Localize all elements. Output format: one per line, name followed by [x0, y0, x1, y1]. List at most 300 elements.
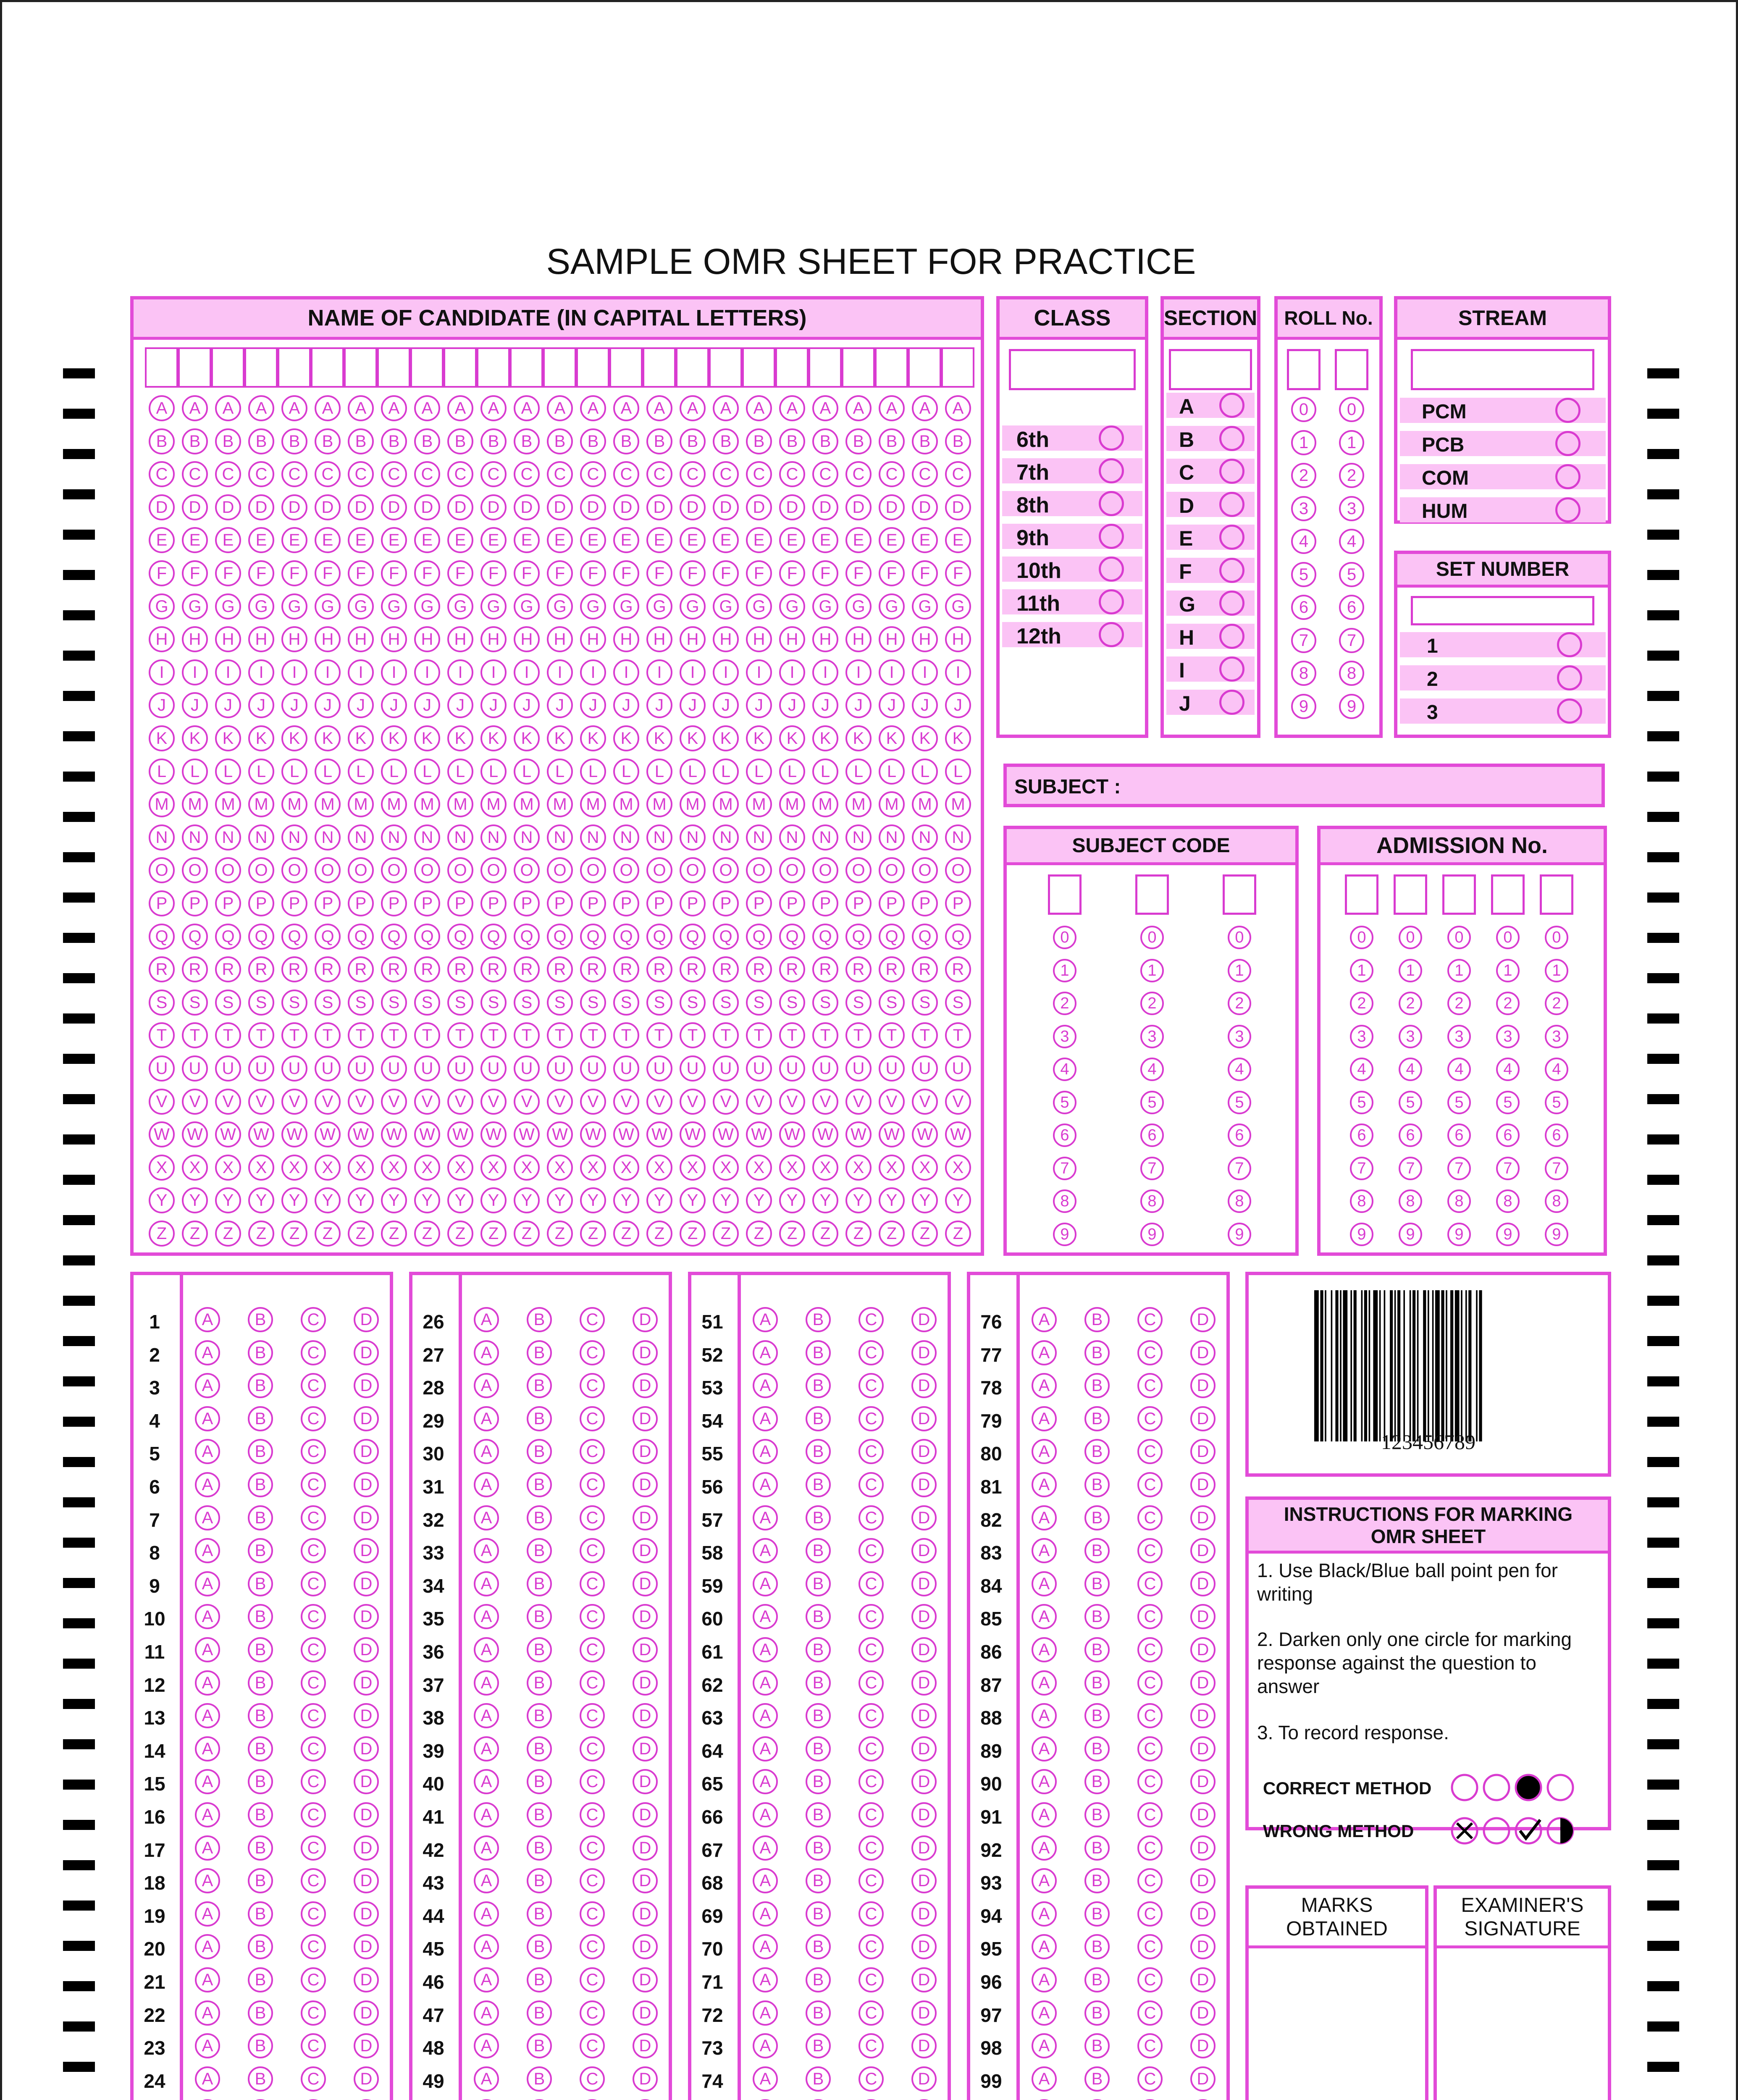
- roll-digit-bubble[interactable]: 7: [1339, 628, 1364, 653]
- section-option-bubble[interactable]: [1219, 393, 1244, 418]
- answer-bubble[interactable]: D: [1190, 1670, 1216, 1696]
- name-bubble[interactable]: J: [480, 692, 507, 718]
- answer-bubble[interactable]: A: [1032, 2000, 1057, 2026]
- name-bubble[interactable]: Q: [215, 924, 241, 950]
- name-letter-box[interactable]: [543, 347, 576, 388]
- name-bubble[interactable]: T: [480, 1022, 507, 1048]
- name-bubble[interactable]: R: [912, 956, 938, 982]
- name-bubble[interactable]: C: [779, 461, 805, 487]
- answer-bubble[interactable]: A: [195, 1736, 220, 1761]
- name-bubble[interactable]: H: [746, 626, 772, 652]
- name-bubble[interactable]: E: [746, 527, 772, 553]
- name-bubble[interactable]: W: [746, 1121, 772, 1147]
- answer-bubble[interactable]: D: [1190, 1373, 1216, 1398]
- answer-bubble[interactable]: A: [1032, 2033, 1057, 2058]
- answer-bubble[interactable]: B: [527, 1769, 552, 1794]
- name-bubble[interactable]: C: [414, 461, 440, 487]
- answer-bubble[interactable]: D: [354, 1901, 379, 1927]
- name-bubble[interactable]: N: [447, 824, 473, 850]
- name-bubble[interactable]: I: [315, 659, 341, 685]
- name-bubble[interactable]: O: [149, 857, 175, 883]
- answer-bubble[interactable]: B: [806, 1340, 831, 1365]
- name-bubble[interactable]: U: [149, 1055, 175, 1082]
- name-bubble[interactable]: J: [215, 692, 241, 718]
- name-bubble[interactable]: P: [580, 890, 606, 916]
- answer-bubble[interactable]: A: [474, 1373, 499, 1398]
- name-bubble[interactable]: P: [812, 890, 838, 916]
- name-bubble[interactable]: X: [315, 1155, 341, 1181]
- name-bubble[interactable]: K: [613, 725, 639, 751]
- answer-bubble[interactable]: D: [354, 1703, 379, 1728]
- class-option-bubble[interactable]: [1099, 491, 1124, 516]
- name-bubble[interactable]: P: [746, 890, 772, 916]
- set-number-write-box[interactable]: [1411, 596, 1594, 625]
- name-bubble[interactable]: S: [149, 990, 175, 1016]
- name-bubble[interactable]: Q: [514, 924, 540, 950]
- name-bubble[interactable]: M: [381, 791, 407, 817]
- answer-bubble[interactable]: A: [1032, 1934, 1057, 1959]
- name-bubble[interactable]: V: [746, 1089, 772, 1115]
- name-bubble[interactable]: Z: [613, 1221, 639, 1247]
- name-bubble[interactable]: V: [713, 1089, 739, 1115]
- subject-code-bubble[interactable]: 5: [1053, 1091, 1076, 1114]
- name-bubble[interactable]: T: [912, 1022, 938, 1048]
- name-bubble[interactable]: E: [248, 527, 274, 553]
- name-bubble[interactable]: Y: [547, 1187, 573, 1213]
- name-bubble[interactable]: P: [149, 890, 175, 916]
- name-bubble[interactable]: F: [912, 560, 938, 586]
- name-bubble[interactable]: F: [182, 560, 208, 586]
- name-bubble[interactable]: B: [182, 428, 208, 454]
- answer-bubble[interactable]: B: [1084, 1802, 1110, 1827]
- name-letter-box[interactable]: [311, 347, 344, 388]
- name-bubble[interactable]: N: [945, 824, 971, 850]
- name-bubble[interactable]: S: [315, 990, 341, 1016]
- answer-bubble[interactable]: D: [1190, 1736, 1216, 1761]
- answer-bubble[interactable]: D: [911, 1901, 937, 1927]
- name-bubble[interactable]: Y: [414, 1187, 440, 1213]
- name-bubble[interactable]: J: [879, 692, 905, 718]
- answer-bubble[interactable]: A: [1032, 1472, 1057, 1497]
- name-bubble[interactable]: Z: [514, 1221, 540, 1247]
- answer-bubble[interactable]: D: [911, 1604, 937, 1629]
- name-bubble[interactable]: V: [912, 1089, 938, 1115]
- answer-bubble[interactable]: C: [301, 1604, 326, 1629]
- answer-bubble[interactable]: B: [806, 1472, 831, 1497]
- name-bubble[interactable]: T: [315, 1022, 341, 1048]
- answer-bubble[interactable]: B: [248, 1736, 273, 1761]
- answer-bubble[interactable]: D: [354, 1670, 379, 1696]
- answer-bubble[interactable]: C: [580, 1835, 605, 1861]
- answer-bubble[interactable]: A: [753, 1307, 778, 1332]
- admission-bubble[interactable]: 3: [1545, 1025, 1568, 1048]
- answer-bubble[interactable]: A: [753, 1472, 778, 1497]
- answer-bubble[interactable]: A: [753, 1868, 778, 1893]
- answer-bubble[interactable]: A: [474, 1934, 499, 1959]
- subject-code-bubble[interactable]: 8: [1053, 1189, 1076, 1213]
- answer-bubble[interactable]: D: [354, 1472, 379, 1497]
- answer-bubble[interactable]: C: [580, 1670, 605, 1696]
- name-bubble[interactable]: H: [447, 626, 473, 652]
- name-bubble[interactable]: A: [281, 395, 307, 421]
- name-bubble[interactable]: C: [281, 461, 307, 487]
- answer-bubble[interactable]: C: [580, 1604, 605, 1629]
- answer-bubble[interactable]: B: [806, 1538, 831, 1563]
- name-bubble[interactable]: G: [945, 593, 971, 620]
- answer-bubble[interactable]: A: [1032, 1670, 1057, 1696]
- admission-bubble[interactable]: 3: [1399, 1025, 1422, 1048]
- name-bubble[interactable]: C: [613, 461, 639, 487]
- answer-bubble[interactable]: B: [527, 1736, 552, 1761]
- name-bubble[interactable]: Y: [215, 1187, 241, 1213]
- admission-bubble[interactable]: 3: [1350, 1025, 1373, 1048]
- answer-bubble[interactable]: A: [1032, 1538, 1057, 1563]
- subject-code-bubble[interactable]: 9: [1140, 1223, 1164, 1246]
- name-bubble[interactable]: F: [514, 560, 540, 586]
- answer-bubble[interactable]: C: [301, 1373, 326, 1398]
- name-bubble[interactable]: S: [248, 990, 274, 1016]
- admission-bubble[interactable]: 8: [1545, 1189, 1568, 1213]
- answer-bubble[interactable]: A: [1032, 1802, 1057, 1827]
- admission-bubble[interactable]: 1: [1350, 959, 1373, 982]
- name-bubble[interactable]: C: [845, 461, 872, 487]
- name-bubble[interactable]: N: [580, 824, 606, 850]
- name-bubble[interactable]: W: [414, 1121, 440, 1147]
- name-bubble[interactable]: L: [281, 759, 307, 785]
- name-bubble[interactable]: P: [680, 890, 706, 916]
- name-bubble[interactable]: E: [414, 527, 440, 553]
- name-bubble[interactable]: E: [680, 527, 706, 553]
- answer-bubble[interactable]: D: [633, 1538, 658, 1563]
- answer-bubble[interactable]: D: [911, 1307, 937, 1332]
- name-bubble[interactable]: U: [845, 1055, 872, 1082]
- answer-bubble[interactable]: D: [1190, 1307, 1216, 1332]
- name-bubble[interactable]: O: [613, 857, 639, 883]
- name-bubble[interactable]: L: [879, 759, 905, 785]
- name-bubble[interactable]: I: [281, 659, 307, 685]
- answer-bubble[interactable]: D: [633, 2033, 658, 2058]
- name-bubble[interactable]: D: [248, 494, 274, 520]
- admission-bubble[interactable]: 0: [1545, 926, 1568, 949]
- name-bubble[interactable]: Y: [646, 1187, 672, 1213]
- name-bubble[interactable]: B: [879, 428, 905, 454]
- roll-digit-bubble[interactable]: 1: [1339, 430, 1364, 455]
- answer-bubble[interactable]: C: [580, 1802, 605, 1827]
- answer-bubble[interactable]: C: [301, 1901, 326, 1927]
- admission-bubble[interactable]: 4: [1545, 1058, 1568, 1081]
- stream-write-box[interactable]: [1411, 349, 1594, 390]
- answer-bubble[interactable]: C: [1137, 1835, 1163, 1861]
- admission-bubble[interactable]: 2: [1447, 992, 1471, 1015]
- name-bubble[interactable]: F: [215, 560, 241, 586]
- name-bubble[interactable]: V: [845, 1089, 872, 1115]
- section-option-bubble[interactable]: [1219, 624, 1244, 649]
- answer-bubble[interactable]: A: [195, 1307, 220, 1332]
- name-bubble[interactable]: D: [646, 494, 672, 520]
- answer-bubble[interactable]: C: [301, 1340, 326, 1365]
- name-bubble[interactable]: T: [514, 1022, 540, 1048]
- name-bubble[interactable]: A: [149, 395, 175, 421]
- name-bubble[interactable]: E: [149, 527, 175, 553]
- answer-bubble[interactable]: C: [580, 1703, 605, 1728]
- answer-bubble[interactable]: B: [527, 1571, 552, 1596]
- name-bubble[interactable]: M: [248, 791, 274, 817]
- answer-bubble[interactable]: C: [858, 1802, 884, 1827]
- name-bubble[interactable]: D: [281, 494, 307, 520]
- name-bubble[interactable]: O: [315, 857, 341, 883]
- name-bubble[interactable]: E: [348, 527, 374, 553]
- name-bubble[interactable]: Q: [580, 924, 606, 950]
- answer-bubble[interactable]: A: [1032, 1901, 1057, 1927]
- name-bubble[interactable]: K: [447, 725, 473, 751]
- answer-bubble[interactable]: B: [1084, 1472, 1110, 1497]
- section-option-bubble[interactable]: [1219, 492, 1244, 517]
- name-bubble[interactable]: L: [348, 759, 374, 785]
- name-bubble[interactable]: A: [879, 395, 905, 421]
- name-bubble[interactable]: D: [348, 494, 374, 520]
- name-bubble[interactable]: E: [381, 527, 407, 553]
- answer-bubble[interactable]: C: [580, 2000, 605, 2026]
- name-bubble[interactable]: D: [912, 494, 938, 520]
- answer-bubble[interactable]: B: [527, 1901, 552, 1927]
- answer-bubble[interactable]: C: [301, 1736, 326, 1761]
- name-bubble[interactable]: F: [281, 560, 307, 586]
- answer-bubble[interactable]: B: [527, 1670, 552, 1696]
- name-bubble[interactable]: G: [812, 593, 838, 620]
- admission-bubble[interactable]: 0: [1496, 926, 1520, 949]
- name-bubble[interactable]: M: [812, 791, 838, 817]
- name-bubble[interactable]: Y: [812, 1187, 838, 1213]
- name-bubble[interactable]: J: [646, 692, 672, 718]
- answer-bubble[interactable]: B: [1084, 1703, 1110, 1728]
- name-bubble[interactable]: A: [812, 395, 838, 421]
- name-bubble[interactable]: D: [613, 494, 639, 520]
- name-bubble[interactable]: A: [182, 395, 208, 421]
- name-bubble[interactable]: X: [879, 1155, 905, 1181]
- answer-bubble[interactable]: B: [248, 1604, 273, 1629]
- name-bubble[interactable]: M: [182, 791, 208, 817]
- name-bubble[interactable]: L: [746, 759, 772, 785]
- answer-bubble[interactable]: A: [195, 1340, 220, 1365]
- name-bubble[interactable]: V: [182, 1089, 208, 1115]
- name-bubble[interactable]: K: [414, 725, 440, 751]
- name-bubble[interactable]: Y: [912, 1187, 938, 1213]
- name-bubble[interactable]: Y: [149, 1187, 175, 1213]
- answer-bubble[interactable]: C: [1137, 1967, 1163, 1992]
- name-bubble[interactable]: Y: [381, 1187, 407, 1213]
- name-bubble[interactable]: R: [646, 956, 672, 982]
- answer-bubble[interactable]: B: [806, 2066, 831, 2092]
- name-bubble[interactable]: Y: [480, 1187, 507, 1213]
- answer-bubble[interactable]: A: [1032, 2066, 1057, 2092]
- answer-bubble[interactable]: D: [911, 1406, 937, 1431]
- name-bubble[interactable]: U: [315, 1055, 341, 1082]
- name-bubble[interactable]: R: [447, 956, 473, 982]
- name-bubble[interactable]: J: [680, 692, 706, 718]
- subject-code-bubble[interactable]: 1: [1053, 959, 1076, 982]
- name-bubble[interactable]: X: [680, 1155, 706, 1181]
- answer-bubble[interactable]: D: [911, 1934, 937, 1959]
- name-bubble[interactable]: K: [348, 725, 374, 751]
- name-bubble[interactable]: T: [248, 1022, 274, 1048]
- name-bubble[interactable]: R: [713, 956, 739, 982]
- name-bubble[interactable]: U: [514, 1055, 540, 1082]
- answer-bubble[interactable]: D: [1190, 1802, 1216, 1827]
- name-bubble[interactable]: Q: [945, 924, 971, 950]
- name-letter-box[interactable]: [742, 347, 775, 388]
- answer-bubble[interactable]: C: [858, 1967, 884, 1992]
- name-bubble[interactable]: Y: [281, 1187, 307, 1213]
- admission-bubble[interactable]: 8: [1399, 1189, 1422, 1213]
- name-bubble[interactable]: S: [514, 990, 540, 1016]
- answer-bubble[interactable]: D: [911, 1373, 937, 1398]
- admission-bubble[interactable]: 9: [1545, 1223, 1568, 1246]
- answer-bubble[interactable]: D: [1190, 1934, 1216, 1959]
- name-bubble[interactable]: O: [945, 857, 971, 883]
- name-bubble[interactable]: B: [480, 428, 507, 454]
- answer-bubble[interactable]: D: [354, 1637, 379, 1662]
- section-option-bubble[interactable]: [1219, 525, 1244, 550]
- name-bubble[interactable]: J: [912, 692, 938, 718]
- name-bubble[interactable]: X: [580, 1155, 606, 1181]
- name-bubble[interactable]: P: [348, 890, 374, 916]
- answer-bubble[interactable]: D: [354, 1307, 379, 1332]
- answer-bubble[interactable]: B: [248, 1637, 273, 1662]
- answer-bubble[interactable]: C: [1137, 1736, 1163, 1761]
- answer-bubble[interactable]: B: [527, 1967, 552, 1992]
- answer-bubble[interactable]: A: [195, 2000, 220, 2026]
- name-bubble[interactable]: F: [646, 560, 672, 586]
- answer-bubble[interactable]: D: [633, 1472, 658, 1497]
- name-bubble[interactable]: B: [547, 428, 573, 454]
- name-bubble[interactable]: C: [215, 461, 241, 487]
- name-bubble[interactable]: U: [281, 1055, 307, 1082]
- name-bubble[interactable]: W: [149, 1121, 175, 1147]
- name-bubble[interactable]: U: [613, 1055, 639, 1082]
- name-bubble[interactable]: K: [547, 725, 573, 751]
- answer-bubble[interactable]: D: [911, 1340, 937, 1365]
- name-bubble[interactable]: Z: [480, 1221, 507, 1247]
- answer-bubble[interactable]: C: [1137, 1340, 1163, 1365]
- answer-bubble[interactable]: B: [527, 1538, 552, 1563]
- name-letter-box[interactable]: [709, 347, 742, 388]
- answer-bubble[interactable]: D: [633, 2000, 658, 2026]
- name-bubble[interactable]: U: [580, 1055, 606, 1082]
- name-bubble[interactable]: I: [613, 659, 639, 685]
- name-bubble[interactable]: O: [812, 857, 838, 883]
- name-bubble[interactable]: U: [812, 1055, 838, 1082]
- name-bubble[interactable]: K: [381, 725, 407, 751]
- name-bubble[interactable]: F: [315, 560, 341, 586]
- name-letter-box[interactable]: [410, 347, 444, 388]
- name-bubble[interactable]: B: [646, 428, 672, 454]
- answer-bubble[interactable]: C: [858, 1769, 884, 1794]
- stream-option-bubble[interactable]: [1555, 497, 1580, 522]
- subject_code-digit-box[interactable]: [1223, 874, 1256, 915]
- subject-code-bubble[interactable]: 0: [1140, 926, 1164, 949]
- answer-bubble[interactable]: A: [474, 1439, 499, 1464]
- name-bubble[interactable]: K: [779, 725, 805, 751]
- name-bubble[interactable]: J: [514, 692, 540, 718]
- admission-bubble[interactable]: 7: [1447, 1157, 1471, 1180]
- name-bubble[interactable]: Z: [845, 1221, 872, 1247]
- name-bubble[interactable]: S: [447, 990, 473, 1016]
- subject-code-bubble[interactable]: 4: [1053, 1058, 1076, 1081]
- answer-bubble[interactable]: A: [195, 1604, 220, 1629]
- answer-bubble[interactable]: D: [633, 1934, 658, 1959]
- name-bubble[interactable]: M: [613, 791, 639, 817]
- name-bubble[interactable]: H: [680, 626, 706, 652]
- name-bubble[interactable]: S: [547, 990, 573, 1016]
- name-bubble[interactable]: L: [912, 759, 938, 785]
- admission-bubble[interactable]: 7: [1496, 1157, 1520, 1180]
- answer-bubble[interactable]: A: [195, 1637, 220, 1662]
- name-bubble[interactable]: M: [713, 791, 739, 817]
- answer-bubble[interactable]: B: [806, 1868, 831, 1893]
- class-option-bubble[interactable]: [1099, 458, 1124, 483]
- answer-bubble[interactable]: D: [354, 1835, 379, 1861]
- name-bubble[interactable]: O: [447, 857, 473, 883]
- answer-bubble[interactable]: D: [1190, 2000, 1216, 2026]
- answer-bubble[interactable]: C: [1137, 1934, 1163, 1959]
- answer-bubble[interactable]: D: [354, 1604, 379, 1629]
- answer-bubble[interactable]: A: [753, 1736, 778, 1761]
- set-option-bubble[interactable]: [1557, 665, 1582, 690]
- name-bubble[interactable]: N: [680, 824, 706, 850]
- answer-bubble[interactable]: B: [1084, 1637, 1110, 1662]
- stream-option-bubble[interactable]: [1555, 398, 1580, 423]
- name-bubble[interactable]: C: [480, 461, 507, 487]
- answer-bubble[interactable]: B: [248, 1472, 273, 1497]
- name-bubble[interactable]: B: [248, 428, 274, 454]
- answer-bubble[interactable]: A: [753, 1901, 778, 1927]
- name-bubble[interactable]: L: [812, 759, 838, 785]
- name-bubble[interactable]: O: [182, 857, 208, 883]
- name-bubble[interactable]: E: [447, 527, 473, 553]
- roll-digit-bubble[interactable]: 1: [1291, 430, 1316, 455]
- answer-bubble[interactable]: D: [911, 1505, 937, 1530]
- name-bubble[interactable]: L: [680, 759, 706, 785]
- name-bubble[interactable]: A: [480, 395, 507, 421]
- name-bubble[interactable]: T: [945, 1022, 971, 1048]
- name-bubble[interactable]: H: [381, 626, 407, 652]
- name-bubble[interactable]: K: [746, 725, 772, 751]
- name-bubble[interactable]: F: [713, 560, 739, 586]
- answer-bubble[interactable]: B: [806, 2033, 831, 2058]
- name-bubble[interactable]: X: [149, 1155, 175, 1181]
- answer-bubble[interactable]: B: [1084, 1835, 1110, 1861]
- name-bubble[interactable]: J: [315, 692, 341, 718]
- answer-bubble[interactable]: D: [633, 1340, 658, 1365]
- name-bubble[interactable]: J: [845, 692, 872, 718]
- name-bubble[interactable]: H: [248, 626, 274, 652]
- name-bubble[interactable]: K: [514, 725, 540, 751]
- name-bubble[interactable]: V: [480, 1089, 507, 1115]
- answer-bubble[interactable]: B: [527, 2066, 552, 2092]
- roll-digit-bubble[interactable]: 0: [1291, 397, 1316, 422]
- admission-bubble[interactable]: 8: [1496, 1189, 1520, 1213]
- name-bubble[interactable]: O: [215, 857, 241, 883]
- name-bubble[interactable]: A: [779, 395, 805, 421]
- name-bubble[interactable]: S: [215, 990, 241, 1016]
- answer-bubble[interactable]: A: [195, 1439, 220, 1464]
- name-bubble[interactable]: W: [713, 1121, 739, 1147]
- name-bubble[interactable]: S: [779, 990, 805, 1016]
- name-bubble[interactable]: O: [646, 857, 672, 883]
- name-bubble[interactable]: F: [248, 560, 274, 586]
- subject-code-bubble[interactable]: 7: [1053, 1157, 1076, 1180]
- name-bubble[interactable]: Q: [315, 924, 341, 950]
